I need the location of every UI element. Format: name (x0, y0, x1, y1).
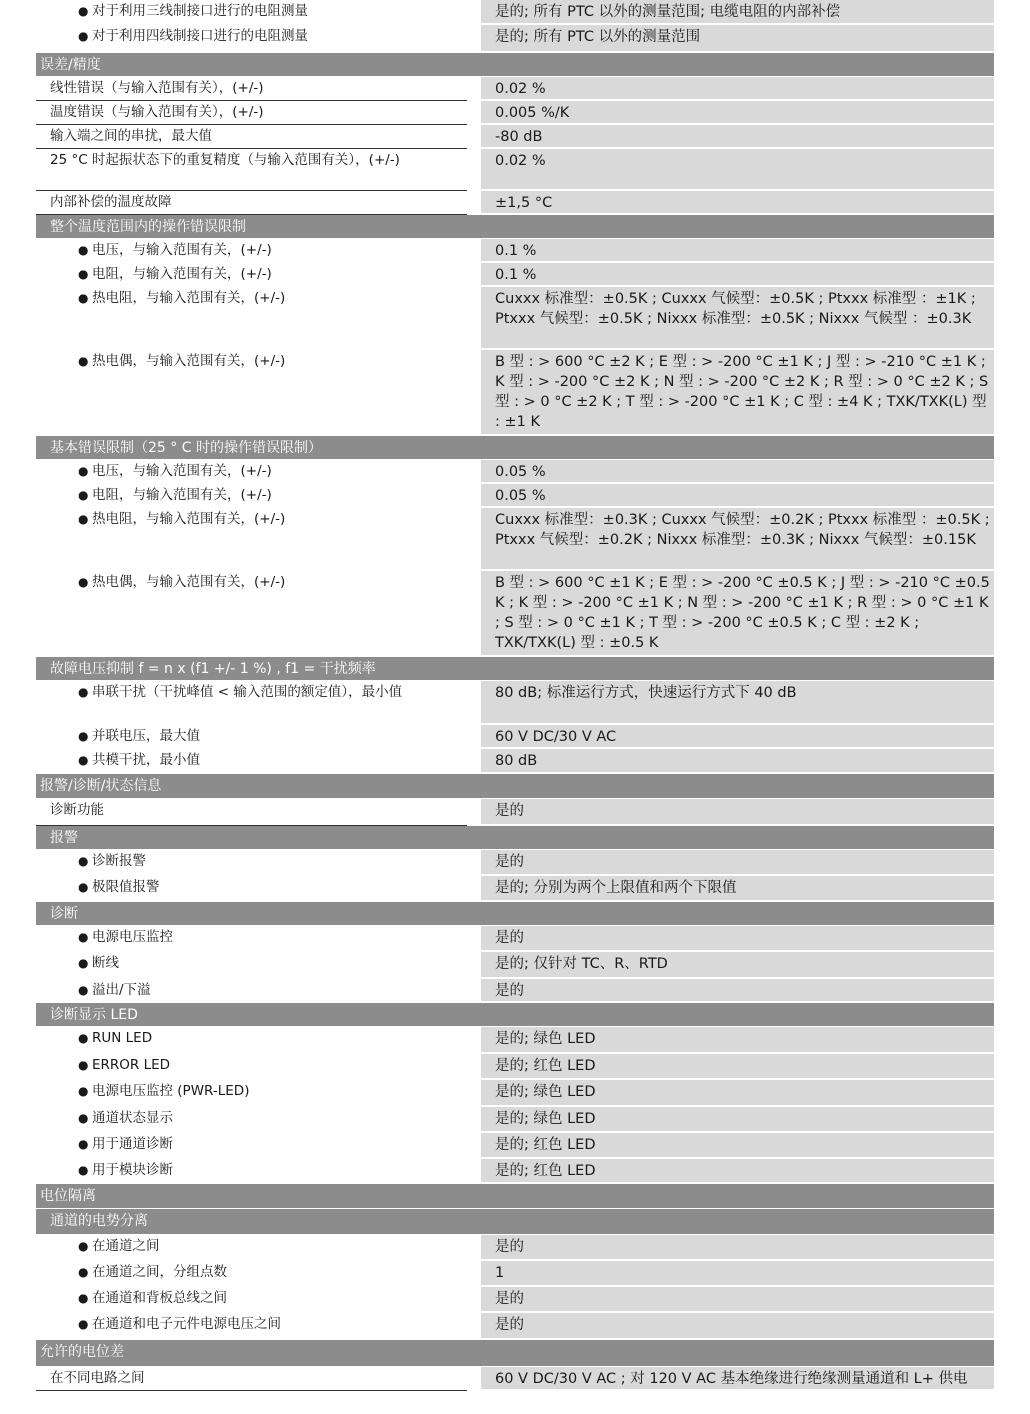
spec-value: -80 dB (481, 125, 994, 149)
spec-label-text: 在不同电路之间 (50, 1370, 145, 1386)
spec-label (36, 1027, 467, 1054)
spec-row (36, 1261, 994, 1287)
spec-label (36, 571, 467, 657)
spec-row (36, 1027, 994, 1054)
spec-label-text: 电阻，与输入范围有关，(+/-) (92, 266, 272, 282)
spec-row (36, 876, 994, 902)
spec-value: 是的; 绿色 LED (481, 1107, 994, 1133)
section-header: 电位隔离 (36, 1184, 994, 1209)
spec-label (36, 101, 467, 125)
bullet-icon: ● (78, 685, 89, 699)
spec-label-text: 诊断报警 (92, 853, 146, 869)
spec-label-text: 输入端之间的串扰，最大值 (50, 128, 212, 144)
spec-label (36, 952, 467, 979)
spec-value: 60 V DC/30 V AC ; 对 120 V AC 基本绝缘进行绝缘测量通道和 L+ 供电 (481, 1367, 994, 1391)
spec-row (36, 149, 994, 191)
spec-row (36, 263, 994, 287)
spec-label (36, 460, 467, 484)
spec-value: 是的 (481, 979, 994, 1003)
spec-row (36, 1054, 994, 1080)
spec-label-text: 在通道和背板总线之间 (92, 1290, 227, 1306)
spec-label (36, 850, 467, 876)
spec-value: Cuxxx 标准型：±0.5K ; Cuxxx 气候型：±0.5K ; Ptxxx 标准型 ：±1K ; Ptxxx 气候型：±0.5K ; Nixxx 标准型：±0.5K ; Nixxx 气候型 ：±0.3K (481, 287, 994, 350)
spec-row (36, 1235, 994, 1261)
spec-label-text: 用于通道诊断 (92, 1136, 173, 1152)
spec-table (36, 0, 994, 1391)
spec-row (36, 1159, 994, 1184)
spec-row (36, 25, 994, 53)
bullet-icon: ● (78, 291, 89, 305)
spec-label (36, 725, 467, 749)
spec-row (36, 125, 994, 149)
spec-value: 是的 (481, 850, 994, 876)
spec-row (36, 1287, 994, 1313)
spec-row (36, 508, 994, 571)
spec-value: 是的; 红色 LED (481, 1159, 994, 1184)
spec-row (36, 926, 994, 952)
spec-label-text: 热电偶，与输入范围有关，(+/-) (92, 574, 286, 590)
spec-row (36, 1080, 994, 1107)
spec-value: 0.05 % (481, 460, 994, 484)
spec-value: 0.02 % (481, 77, 994, 101)
bullet-icon: ● (78, 29, 89, 43)
spec-label-text: 温度错误（与输入范围有关），(+/-) (50, 104, 264, 120)
spec-label (36, 25, 467, 53)
spec-value: 是的 (481, 926, 994, 952)
spec-label (36, 1080, 467, 1107)
spec-label (36, 799, 467, 826)
bullet-icon: ● (78, 1239, 89, 1253)
bullet-icon: ● (78, 1031, 89, 1045)
spec-label (36, 484, 467, 508)
spec-label-text: 共模干扰，最小值 (92, 752, 200, 768)
bullet-icon: ● (78, 243, 89, 257)
spec-label-text: 热电偶，与输入范围有关，(+/-) (92, 353, 286, 369)
spec-label (36, 1367, 467, 1391)
spec-label-text: 通道状态显示 (92, 1110, 173, 1126)
spec-label (36, 287, 467, 350)
spec-label (36, 926, 467, 952)
spec-label (36, 749, 467, 774)
spec-value: ±1,5 °C (481, 191, 994, 215)
spec-row (36, 1367, 994, 1391)
bullet-icon: ● (78, 464, 89, 478)
spec-row (36, 77, 994, 101)
spec-label (36, 1054, 467, 1080)
spec-row (36, 0, 994, 25)
spec-label (36, 263, 467, 287)
spec-label (36, 979, 467, 1003)
bullet-icon: ● (78, 1084, 89, 1098)
spec-label-text: 在通道之间，分组点数 (92, 1264, 227, 1280)
spec-value: 是的; 所有 PTC 以外的测量范围; 电缆电阻的内部补偿 (481, 0, 994, 25)
spec-row (36, 799, 994, 826)
spec-row (36, 1313, 994, 1340)
bullet-icon: ● (78, 1058, 89, 1072)
section-header: 报警/诊断/状态信息 (36, 774, 994, 799)
spec-value: 0.1 % (481, 263, 994, 287)
bullet-icon: ● (78, 880, 89, 894)
spec-row (36, 725, 994, 749)
spec-label-text: 并联电压，最大值 (92, 728, 200, 744)
spec-label (36, 508, 467, 571)
spec-value: 是的 (481, 1235, 994, 1261)
bullet-icon: ● (78, 729, 89, 743)
spec-value: 是的; 绿色 LED (481, 1080, 994, 1107)
spec-label-text: 串联干扰（干扰峰值 < 输入范围的额定值），最小值 (92, 684, 403, 700)
spec-value: 0.02 % (481, 149, 994, 191)
spec-value: 是的 (481, 1313, 994, 1340)
spec-label (36, 1107, 467, 1133)
spec-value: 是的; 分别为两个上限值和两个下限值 (481, 876, 994, 902)
spec-value: 0.005 %/K (481, 101, 994, 125)
spec-label (36, 1235, 467, 1261)
spec-value: 是的 (481, 799, 994, 826)
spec-value: B 型 : > 600 °C ±1 K ; E 型 : > -200 °C ±0.5 K ; J 型 : > -210 °C ±0.5 K ; K 型 : > -200 °C ±1 K ; N 型 : > -200 °C ±1 K ; R 型 : > 0 °C ±1 K ; S 型 : > 0 °C ±1 K ; T 型 : > -200 °C ±0.5 K ; C 型 : ±2 K ; TXK/TXK(L) 型 : ±0.5 K (481, 571, 994, 657)
spec-row (36, 749, 994, 774)
spec-value: 是的; 绿色 LED (481, 1027, 994, 1054)
spec-label-text: RUN LED (92, 1030, 153, 1046)
spec-label (36, 681, 467, 725)
spec-row (36, 101, 994, 125)
bullet-icon: ● (78, 1317, 89, 1331)
spec-label-text: 极限值报警 (92, 879, 160, 895)
spec-label-text: 在通道之间 (92, 1238, 160, 1254)
spec-label (36, 125, 467, 149)
bullet-icon: ● (78, 512, 89, 526)
spec-label-text: 对于利用四线制接口进行的电阻测量 (92, 28, 308, 44)
section-header: 误差/精度 (36, 53, 994, 77)
spec-row (36, 239, 994, 263)
spec-label-text: ERROR LED (92, 1057, 171, 1073)
spec-label (36, 239, 467, 263)
bullet-icon: ● (78, 956, 89, 970)
spec-row (36, 952, 994, 979)
bullet-icon: ● (78, 488, 89, 502)
spec-value: 60 V DC/30 V AC (481, 725, 994, 749)
spec-label-text: 25 °C 时起振状态下的重复精度（与输入范围有关），(+/-) (50, 152, 400, 168)
spec-label-text: 诊断功能 (50, 802, 104, 818)
bullet-icon: ● (78, 1265, 89, 1279)
bullet-icon: ● (78, 753, 89, 767)
spec-label-text: 内部补偿的温度故障 (50, 194, 172, 210)
bullet-icon: ● (78, 575, 89, 589)
spec-row (36, 979, 994, 1003)
spec-label (36, 1133, 467, 1159)
spec-label (36, 1313, 467, 1340)
spec-label (36, 149, 467, 191)
spec-label-text: 用于模块诊断 (92, 1162, 173, 1178)
spec-value: 80 dB (481, 749, 994, 774)
spec-label-text: 热电阻，与输入范围有关，(+/-) (92, 511, 286, 527)
spec-label (36, 1159, 467, 1184)
spec-row (36, 460, 994, 484)
spec-label-text: 热电阻，与输入范围有关，(+/-) (92, 290, 286, 306)
spec-row (36, 287, 994, 350)
subsection-header: 基本错误限制（25 ° C 时的操作错误限制） (36, 436, 994, 460)
spec-row (36, 571, 994, 657)
bullet-icon: ● (78, 1111, 89, 1125)
spec-label (36, 77, 467, 101)
spec-label-text: 溢出/下溢 (92, 982, 151, 998)
spec-label (36, 1287, 467, 1313)
spec-value: 0.1 % (481, 239, 994, 263)
spec-value: 是的 (481, 1287, 994, 1313)
spec-label-text: 在通道和电子元件电源电压之间 (92, 1316, 281, 1332)
subsection-header: 诊断 (36, 902, 994, 926)
spec-label-text: 电压，与输入范围有关，(+/-) (92, 463, 272, 479)
bullet-icon: ● (78, 354, 89, 368)
spec-row (36, 681, 994, 725)
spec-value: 是的; 所有 PTC 以外的测量范围 (481, 25, 994, 53)
spec-label (36, 350, 467, 436)
spec-row (36, 350, 994, 436)
bullet-icon: ● (78, 267, 89, 281)
bullet-icon: ● (78, 930, 89, 944)
subsection-header: 通道的电势分离 (36, 1209, 994, 1235)
spec-label (36, 1261, 467, 1287)
spec-label-text: 断线 (92, 955, 119, 971)
bullet-icon: ● (78, 983, 89, 997)
spec-value: 是的; 红色 LED (481, 1133, 994, 1159)
section-header: 允许的电位差 (36, 1340, 994, 1367)
bullet-icon: ● (78, 1163, 89, 1177)
spec-label-text: 电源电压监控 (PWR-LED) (92, 1083, 250, 1099)
bullet-icon: ● (78, 1137, 89, 1151)
spec-label-text: 线性错误（与输入范围有关），(+/-) (50, 80, 264, 96)
spec-label (36, 876, 467, 902)
spec-row (36, 1133, 994, 1159)
spec-row (36, 191, 994, 215)
spec-value: 是的; 红色 LED (481, 1054, 994, 1080)
spec-row (36, 1107, 994, 1133)
spec-label (36, 0, 467, 25)
subsection-header: 整个温度范围内的操作错误限制 (36, 215, 994, 239)
subsection-header: 故障电压抑制 f = n x (f1 +/- 1 %) , f1 = 干扰频率 (36, 657, 994, 681)
spec-row (36, 484, 994, 508)
subsection-header: 诊断显示 LED (36, 1003, 994, 1027)
spec-value: 1 (481, 1261, 994, 1287)
spec-row (36, 850, 994, 876)
spec-label-text: 电源电压监控 (92, 929, 173, 945)
subsection-header: 报警 (36, 826, 994, 850)
spec-label-text: 对于利用三线制接口进行的电阻测量 (92, 3, 308, 19)
spec-label (36, 191, 467, 215)
spec-value: 是的; 仅针对 TC、R、RTD (481, 952, 994, 979)
spec-value: 80 dB; 标准运行方式，快速运行方式下 40 dB (481, 681, 994, 725)
bullet-icon: ● (78, 1291, 89, 1305)
spec-value: 0.05 % (481, 484, 994, 508)
spec-value: Cuxxx 标准型：±0.3K ; Cuxxx 气候型：±0.2K ; Ptxxx 标准型 ：±0.5K ; Ptxxx 气候型：±0.2K ; Nixxx 标准型：±0.3K ; Nixxx 气候型：±0.15K (481, 508, 994, 571)
spec-label-text: 电阻，与输入范围有关，(+/-) (92, 487, 272, 503)
bullet-icon: ● (78, 4, 89, 18)
bullet-icon: ● (78, 854, 89, 868)
spec-value: B 型 : > 600 °C ±2 K ; E 型 : > -200 °C ±1 K ; J 型 : > -210 °C ±1 K ; K 型 : > -200 °C ±2 K ; N 型 : > -200 °C ±2 K ; R 型 : > 0 °C ±2 K ; S 型 : > 0 °C ±2 K ; T 型 : > -200 °C ±1 K ; C 型 : ±4 K ; TXK/TXK(L) 型 : ±1 K (481, 350, 994, 436)
spec-label-text: 电压，与输入范围有关，(+/-) (92, 242, 272, 258)
